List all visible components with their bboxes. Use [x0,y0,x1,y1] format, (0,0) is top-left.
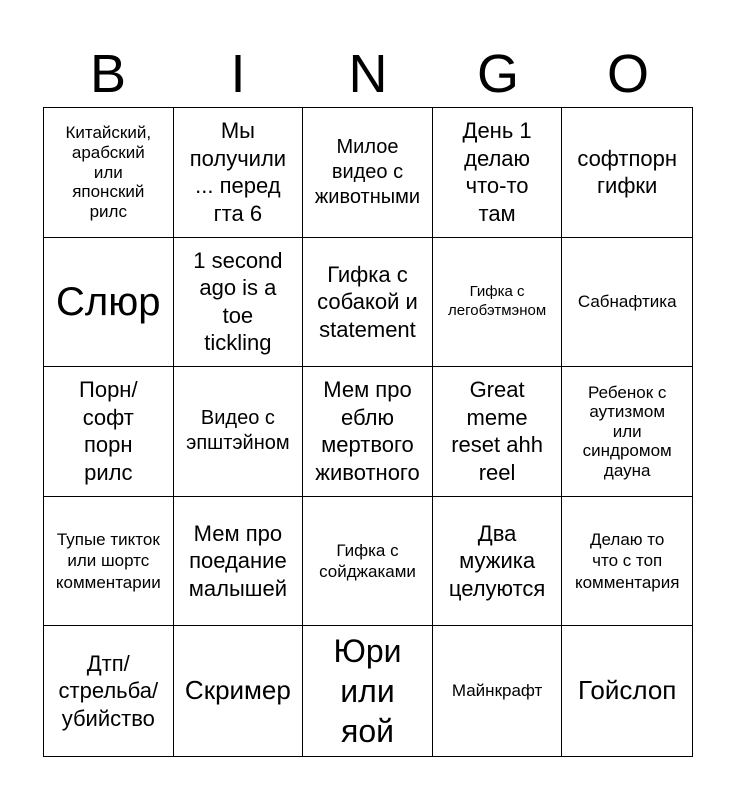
header-letter-b: B [89,44,127,104]
bingo-cell[interactable] [174,238,304,368]
bingo-cell[interactable] [44,626,174,756]
bingo-cell[interactable] [303,108,433,238]
bingo-cell[interactable] [303,626,433,756]
cell-text: Майнкрафт [451,681,543,701]
bingo-cell[interactable] [174,108,304,238]
header-letter-g: G [476,44,519,104]
bingo-cell[interactable] [44,108,174,238]
cell-text: Скример [184,675,291,706]
cell-text: Мем про еблю мертвого животного [315,377,420,485]
header-letter-i: I [230,44,246,104]
cell-text: Гифка с сойджаками [319,540,416,582]
cell-text: Делаю то что с топ комментария [574,530,680,592]
cell-text: Юри или яой [333,633,402,750]
bingo-cell[interactable] [562,238,692,368]
bingo-header [43,42,693,106]
cell-text: Гифка с легобэтмэном [448,283,547,319]
cell-text: Мы получили ... перед гта 6 [189,118,287,226]
cell-text: Порн/ софт порн рилс [79,377,138,485]
cell-text: Слюр [56,279,161,324]
cell-text: Тупые тикток или шортс комментарии [55,530,161,592]
cell-text: Китайский, арабский или японский рилс [65,123,152,221]
bingo-cell[interactable] [433,238,563,368]
bingo-cell[interactable] [562,108,692,238]
bingo-cell[interactable] [562,367,692,497]
bingo-grid [43,107,693,757]
bingo-cell[interactable] [174,497,304,627]
cell-text: День 1 делаю что-то там [462,118,532,226]
cell-text: Милое видео с животными [314,135,421,208]
cell-text: Два мужика целуются [448,520,546,601]
bingo-cell[interactable] [562,497,692,627]
bingo-cell[interactable] [562,626,692,756]
bingo-cell[interactable] [303,238,433,368]
cell-text: Ребенок с аутизмом или синдромом дауна [582,382,672,480]
cell-text: Гифка с собакой и statement [317,261,418,342]
bingo-cell[interactable] [44,497,174,627]
cell-text: Гойслоп [578,675,677,706]
cell-text: софтпорн гифки [577,145,678,199]
cell-text: 1 second ago is a toe tickling [193,247,283,356]
bingo-cell[interactable] [44,367,174,497]
bingo-cell[interactable] [433,367,563,497]
header-letter-o: O [606,44,649,104]
bingo-cell[interactable] [303,497,433,627]
bingo-cell[interactable] [433,497,563,627]
header-letter-n: N [348,44,388,104]
bingo-cell[interactable] [433,108,563,238]
bingo-cell[interactable] [433,626,563,756]
bingo-cell[interactable] [174,626,304,756]
cell-text: Great meme reset ahh reel [451,377,543,485]
bingo-cell[interactable] [174,367,304,497]
bingo-cell[interactable] [44,238,174,368]
cell-text: Видео с эпштэйном [186,407,290,455]
cell-text: Дтп/ стрельба/ убийство [58,650,159,731]
bingo-cell[interactable] [303,367,433,497]
cell-text: Мем про поедание малышей [188,520,287,601]
cell-text: Сабнафтика [577,292,677,312]
